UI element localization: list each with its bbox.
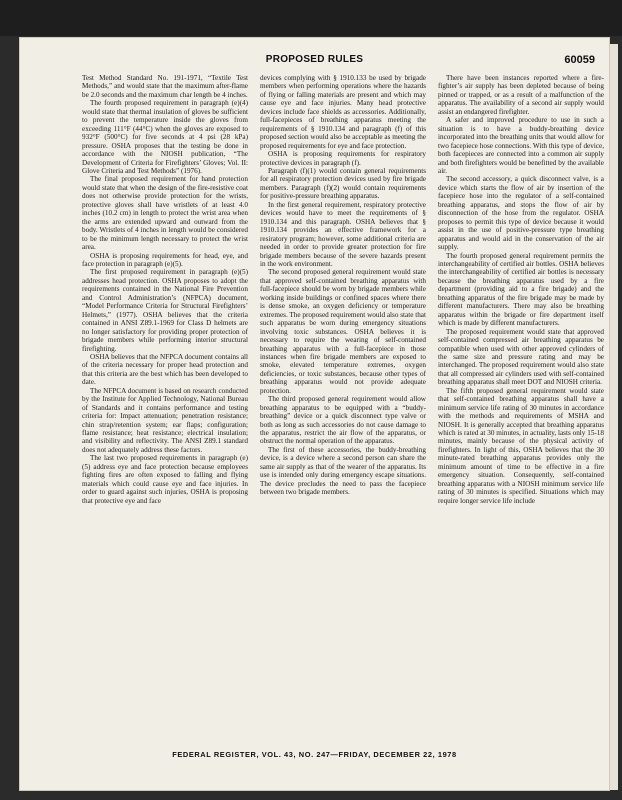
paragraph: In the first general requirement, respiratory protective devices would have to meet the requirements of § 1910.134 and this paragraph. OSHA believes that § 1910.134 provides an effective framework for a resiratory program; however, some additional criteria are needed in order to provide greater protection for fire brigade members because of the severe hazards present in the work environment. (260, 200, 426, 268)
page-footer: FEDERAL REGISTER, VOL. 43, NO. 247—FRIDAY, DECEMBER 22, 1978 (172, 750, 457, 759)
paragraph: OSHA is proposing requirements for respiratory protective devices in paragraph (f). (260, 150, 426, 167)
paragraph: The proposed requirement would state that approved self-contained compressed air breathing apparatus be compatible when used with other approved cylinders of the same size and pressure rating and may be interchanged. The proposed requirement would also state that all compressed air cylinders used with self-contained breathing apparatus shall meet DOT and NIOSH criteria. (438, 327, 604, 387)
page-number: 60059 (564, 54, 595, 66)
text-column-2 (260, 74, 426, 684)
paragraph: A safer and improved procedure to use in such a situation is to have a buddy-breathing device incorporated into the breathing units that would allow for two facepiece hose connections. With this type of device, both facepieces are connected into a common air supply and both firefighters would be benefitted by the available air. (438, 116, 604, 175)
paragraph: There have been instances reported where a fire-fighter’s air supply has been depleted because of being pinned or trapped, or as a result of a malfunction of the apparatus. The availability of a second air supply would assist an endangered firefighter. (438, 74, 604, 116)
paragraph: The second accessory, a quick disconnect valve, is a device which starts the flow of air by insertion of the facepiece hose into the regulator of a self-contained breathing apparatus, and stops the flow of air by disconnection of the hose from the regulator. OSHA proposes to permit this type of device because it would assist in the use of positive-pressure type breathing apparatus and would aid in the conservation of the air supply. (438, 175, 604, 252)
paragraph: The first of these accessories, the buddy-breathing device, is a device where a second person can share the same air supply as that of the wearer of the apparatus. Its use is intended only during emergency escape situations. The device precludes the need to pass the facepiece between two brigade members. (260, 445, 426, 497)
paragraph: The fourth proposed requirement in paragraph (e)(4) would state that thermal insulation of gloves be sufficient to prevent the temperature inside the gloves from exceeding 111°F (44°C) when the gloves are exposed to 932°F (500°C) for five seconds at 4 psi (28 kPa) pressure. OSHA proposes that the testing be done in accordance with the NIOSH publication, “The Development of Criteria for Firefighters’ Gloves; Vol. II: Glove Criteria and Test Methods” (1976). (82, 99, 248, 175)
paragraph: The NFPCA document is based on research conducted by the Institute for Applied Technology, National Bureau of Standards and it contains performance and testing criteria for: Impact attenuation; penetration resistance; chin strap/retention system; ear flaps; configuration; flame resistance; heat resistance; electrical insulation; and visibility and reflectivity. The ANSI Z89.1 standard does not adequately address these factors. (82, 386, 248, 454)
running-title: PROPOSED RULES (265, 54, 364, 65)
paragraph: The fourth proposed general requirement permits the interchangeability of certified air bottles. OSHA believes the interchangeability of certified air bottles is necessary because the breathing apparatus used by a fire department (providing aid to a fire brigade) and the breathing apparatus of the fire brigade may be made by different manufacturers. There may also be breathing apparatus within the brigade or fire department itself which is made by different manufacturers. (438, 251, 604, 328)
paragraph: The second proposed general requirement would state that approved self-contained breathing apparatus with full-facepiece should be worn by brigade members while working inside buildings or confined spaces where there is dense smoke, an oxygen deficiency or temperature extremes. The proposed requirement would also state that such apparatus be worn during emergency situations involving toxic substances. OSHA believes it is necessary to require the wearing of self-contained breathing apparatus with a full-facepiece in those instances when fire brigade members are exposed to smoke, elevated temperature extremes, oxygen deficiencies, or toxic substances, because other types of breathing apparatus would not provide adequate protection. (260, 268, 426, 395)
paragraph: The last two proposed requirements in paragraph (e)(5) address eye and face protection because employees fighting fires are often exposed to falling and flying materials which could cause eye and face injuries. In order to guard against such injuries, OSHA is proposing that protective eye and face (82, 454, 248, 505)
paragraph: OSHA is proposing requirements for head, eye, and face protection in paragraph (e)(5). (82, 251, 248, 268)
paragraph: Test Method Standard No. 191-1971, “Textile Test Methods,” and would state that the maximum after-flame be 2.0 seconds and the maximum char length be 4 inches. (82, 74, 248, 99)
paragraph: The first proposed requirement in paragraph (e)(5) addresses head protection. OSHA proposes to adopt the requirements contained in the National Fire Prevention and Control Administration’s (NFPCA) document, “Model Performance Criteria for Structural Firefighters’ Helmets,” (1977). OSHA believes that the criteria contained in ANSI Z89.1-1969 for Class D helmets are no longer satisfactory for providing proper protection of brigade members while performing interior structural firefighting. (82, 268, 248, 353)
text-column-3 (438, 74, 604, 684)
paragraph: The fifth proposed general requirement would state that self-contained breathing apparatus shall have a minimum service life rating of 30 minutes in accordance with the methods and requirements of MSHA and NIOSH. It is generally accepted that breathing apparatus which is rated at 30 minutes, in actuality, lasts only 15-18 minutes, mainly because of the physical activity of firefighters. In light of this, OSHA believes that the 30 minute-rated breathing apparatus provides only the minimum amount of time to be effective in a fire emergency situation. Consequently, self-contained breathing apparatus with a NIOSH minimum service life rating of 30 minutes is specified. Situations which may require longer service life include (438, 386, 604, 505)
text-column-1 (82, 74, 248, 684)
paragraph: devices complying with § 1910.133 be used by brigade members when performing operations where the hazards of flying or falling materials are present and which may cause eye and face injuries. Many head protective devices include face shields as accessories. Additionally, full-facepieces of breathing apparatus meeting the requirements of § 1910.134 and paragraph (f) of this proposed section would also be acceptable as meeting the proposed requirements for eye and face protection. (260, 74, 426, 150)
paragraph: The third proposed general requirement would allow breathing apparatus to be equipped with a “buddy-breathing” device or a quick disconnect type valve or both as long as such accessories do not cause damage to the apparatus, restrict the air flow of the apparatus, or obstruct the normal operation of the apparatus. (260, 395, 426, 446)
paragraph: OSHA believes that the NFPCA document contains all of the criteria necessary for proper head protection and that this criteria are the best which has been developed to date. (82, 352, 248, 387)
document-page (20, 38, 609, 790)
paragraph: Paragraph (f)(1) would contain general requirements for all respiratory protection devices used by fire brigade members. Paragraph (f)(2) would contain requirements for positive-pressure breathing apparatus. (260, 166, 426, 201)
scan-background (0, 0, 622, 36)
paragraph: The final proposed requirement for hand protection would state that when the design of the fire-resistive coat does not otherwise provide protection for the wrists, protective gloves shall have wristlets of at least 4.0 inches (10.2 cm) in length to protect the wrist area when the arms are extended upward and outward from the body. Wristlets of 4 inches in length would be considered to be the minimum length necessary to protect the wrist area. (82, 175, 248, 252)
